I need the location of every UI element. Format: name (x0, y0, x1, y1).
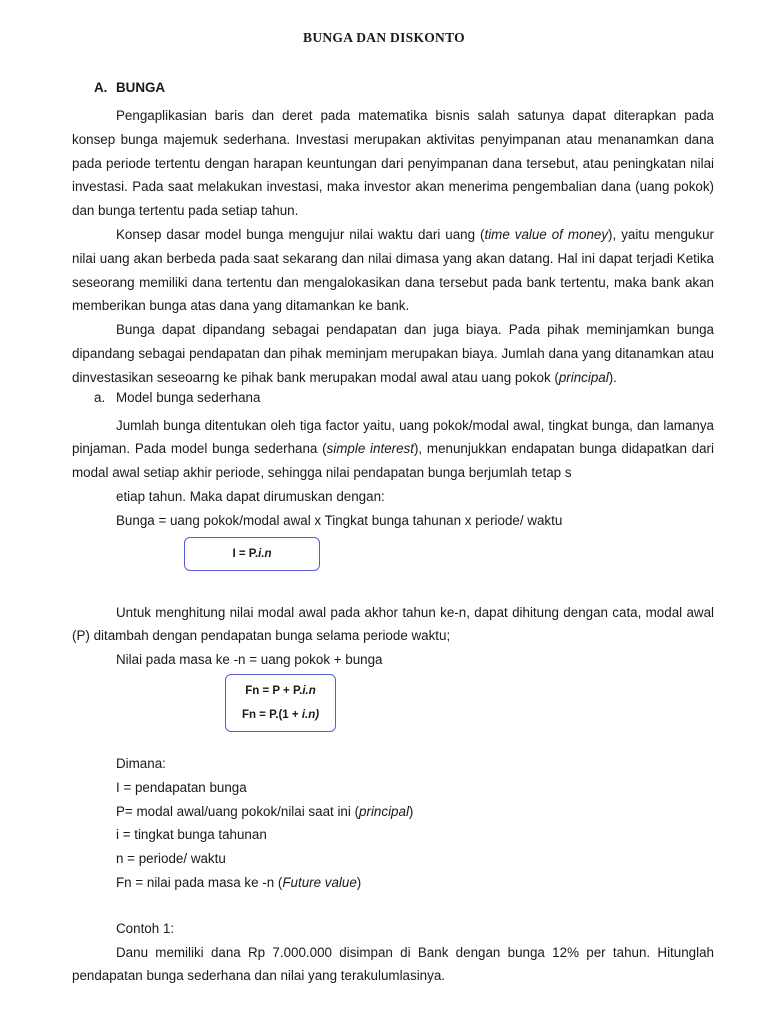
text-line-etiap: etiap tahun. Maka dapat dirumuskan dengan: (116, 488, 385, 504)
paragraph-simple-interest: Jumlah bunga ditentukan oleh tiga factor yaitu, uang pokok/modal awal, tingkat bunga, dan lamanya pinjaman. Pada model bunga sederhana (simple interest), menunjukkan endapatan bunga didapatkan dari modal awal setiap akhir periode, sehingga nilai pendapatan bunga berjumlah tetap s (72, 417, 714, 481)
text-line-bunga-formula: Bunga = uang pokok/modal awal x Tingkat bunga tahunan x periode/ waktu (116, 512, 563, 528)
definition-Fn: Fn = nilai pada masa ke -n (Future value) (116, 874, 362, 890)
subsection-title: Model bunga sederhana (116, 389, 261, 405)
section-heading (72, 80, 714, 104)
subsection-heading (72, 390, 714, 414)
formula-box-future-value (225, 674, 336, 732)
definition-I: I = pendapatan bunga (116, 779, 247, 795)
definitions-heading: Dimana: (116, 755, 166, 771)
section-label: A. (94, 80, 108, 95)
text-line-nilai: Nilai pada masa ke -n = uang pokok + bunga (116, 652, 383, 668)
example-heading: Contoh 1: (116, 920, 175, 936)
paragraph-intro: Pengaplikasian baris dan deret pada matematika bisnis salah satunya dapat diterapkan pada konsep bunga majemuk sederhana. Investasi merupakan aktivitas penyimpanan atau menanamkan dana pada periode tertentu dengan harapan keuntungan dari penyimpanan dana tersebut, atau peningkatan nilai investasi. Pada saat melakukan investasi, maka investor akan menerima pengembalian dana (uang pokok) dan bunga tertentu pada setiap tahun. (72, 108, 714, 219)
paragraph-example: Danu memiliki dana Rp 7.000.000 disimpan di Bank dengan bunga 12% per tahun. Hitunglah pendapatan bunga sederhana dan nilai yang terakulumlasinya. (72, 944, 714, 984)
document-body (72, 80, 714, 988)
document-title: BUNGA DAN DISKONTO (303, 30, 465, 45)
section-title: BUNGA (116, 80, 166, 95)
subsection-label: a. (94, 389, 106, 405)
formula-line-1: Fn = P + P.i.n (245, 684, 316, 697)
definition-n: n = periode/ waktu (116, 851, 226, 867)
definition-P: P= modal awal/uang pokok/nilai saat ini (principal) (116, 803, 414, 819)
definition-i: i = tingkat bunga tahunan (116, 827, 267, 843)
formula-box-interest: I = P.i.n (184, 537, 320, 571)
paragraph-income-cost: Bunga dapat dipandang sebagai pendapatan dan juga biaya. Pada pihak meminjamkan bunga dipandang sebagai pendapatan dan pihak meminjam merupakan biaya. Jumlah dana yang ditanamkan atau dinvestasikan seseoarng ke pihak bank merupakan modal awal atau uang pokok (principal). (72, 322, 714, 385)
paragraph-concept: Konsep dasar model bunga mengujur nilai waktu dari uang (time value of money), yaitu mengukur nilai uang akan berbeda pada saat sekarang dan nilai dimasa yang akan datang. Hal ini dapat terjadi Ketika seseorang memiliki dana tertentu dan mengalokasikan dana tersebut pada bank tertentu, maka bank akan memberikan bunga atas dana yang ditamankan ke bank. (72, 226, 714, 314)
formula-line-2: Fn = P.(1 + i.n) (241, 708, 320, 721)
paragraph-future-value: Untuk menghitung nilai modal awal pada akhor tahun ke-n, dapat dihitung dengan cata, modal awal (P) ditambah dengan pendapatan bunga selama periode waktu; (72, 604, 714, 644)
